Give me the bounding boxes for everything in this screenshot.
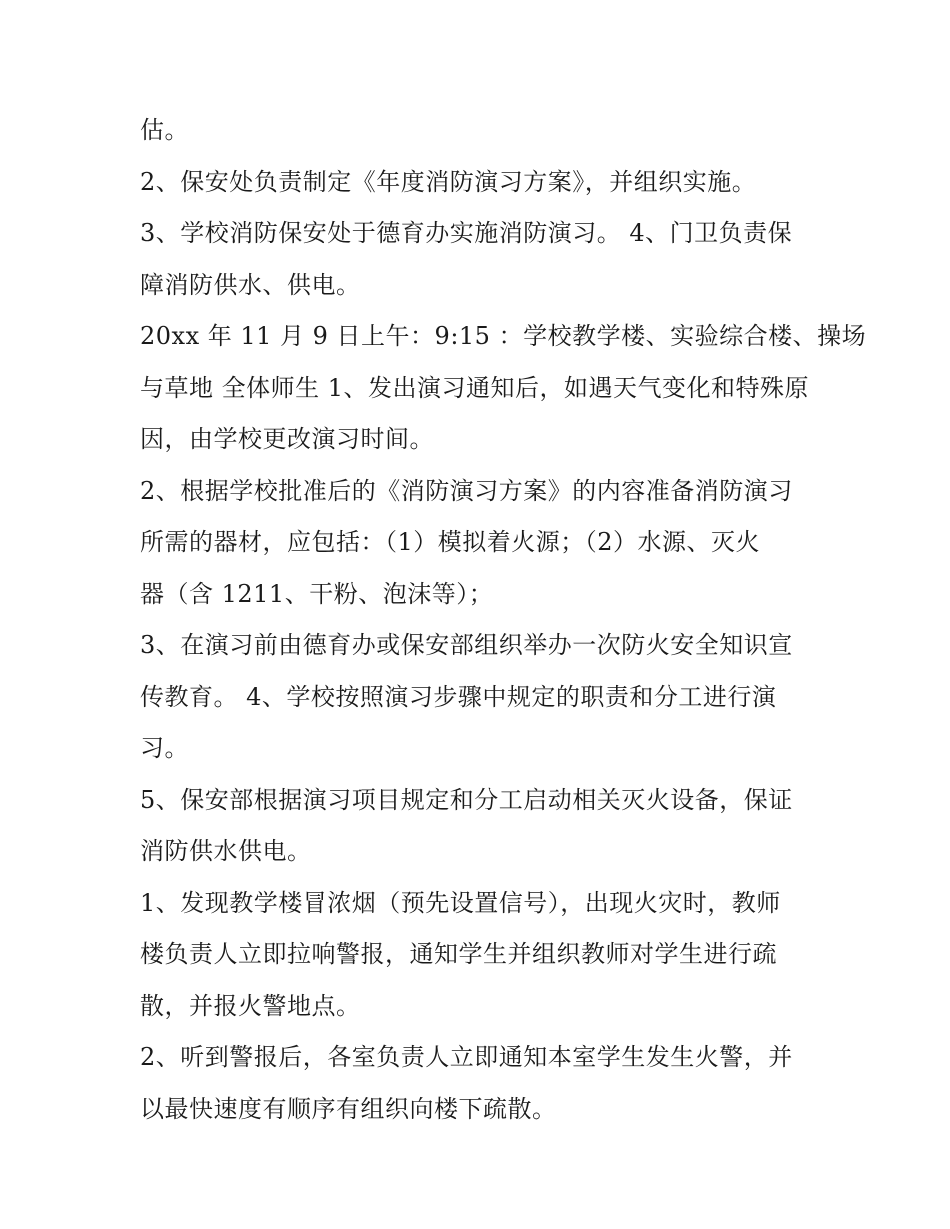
text-line: 消防供水供电。 <box>140 837 312 865</box>
text-line: 与草地 全体师生 1、发出演习通知后，如遇天气变化和特殊原 <box>140 373 810 402</box>
text-line: 5、保安部根据演习项目规定和分工启动相关灭火设备，保证 <box>140 785 793 814</box>
text-line: 2、听到警报后，各室负责人立即通知本室学生发生火警，并 <box>140 1043 793 1071</box>
text-line: 所需的器材，应包括：（1）模拟着火源；（2）水源、灭火 <box>140 528 761 556</box>
text-line: 习。 <box>140 734 189 762</box>
document-body <box>140 105 867 1135</box>
text-line: 3、在演习前由德育办或保安部组织举办一次防火安全知识宣 <box>140 631 793 659</box>
text-line: 1、发现教学楼冒浓烟（预先设置信号），出现火灾时，教师 <box>140 888 781 917</box>
text-line: 2、根据学校批准后的《消防演习方案》的内容准备消防演习 <box>140 476 793 505</box>
text-line: 2、保安处负责制定《年度消防演习方案》，并组织实施。 <box>140 167 757 196</box>
text-line: 障消防供水、供电。 <box>140 270 361 299</box>
text-line: 传教育。 4、学校按照演习步骤中规定的职责和分工进行演 <box>140 682 777 711</box>
text-line: 楼负责人立即拉响警报，通知学生并组织教师对学生进行疏 <box>140 940 777 968</box>
text-line: 3、学校消防保安处于德育办实施消防演习。 4、门卫负责保 <box>140 219 793 247</box>
text-line: 估。 <box>140 116 189 144</box>
text-line: 以最快速度有顺序有组织向楼下疏散。 <box>140 1094 557 1123</box>
text-line: 器（含 1211、干粉、泡沫等）； <box>140 579 494 608</box>
text-line: 散，并报火警地点。 <box>140 991 361 1020</box>
text-line: 20xx 年 11 月 9 日上午：9:15 ：学校教学楼、实验综合楼、操场 <box>140 322 867 350</box>
text-line: 因，由学校更改演习时间。 <box>140 425 434 453</box>
